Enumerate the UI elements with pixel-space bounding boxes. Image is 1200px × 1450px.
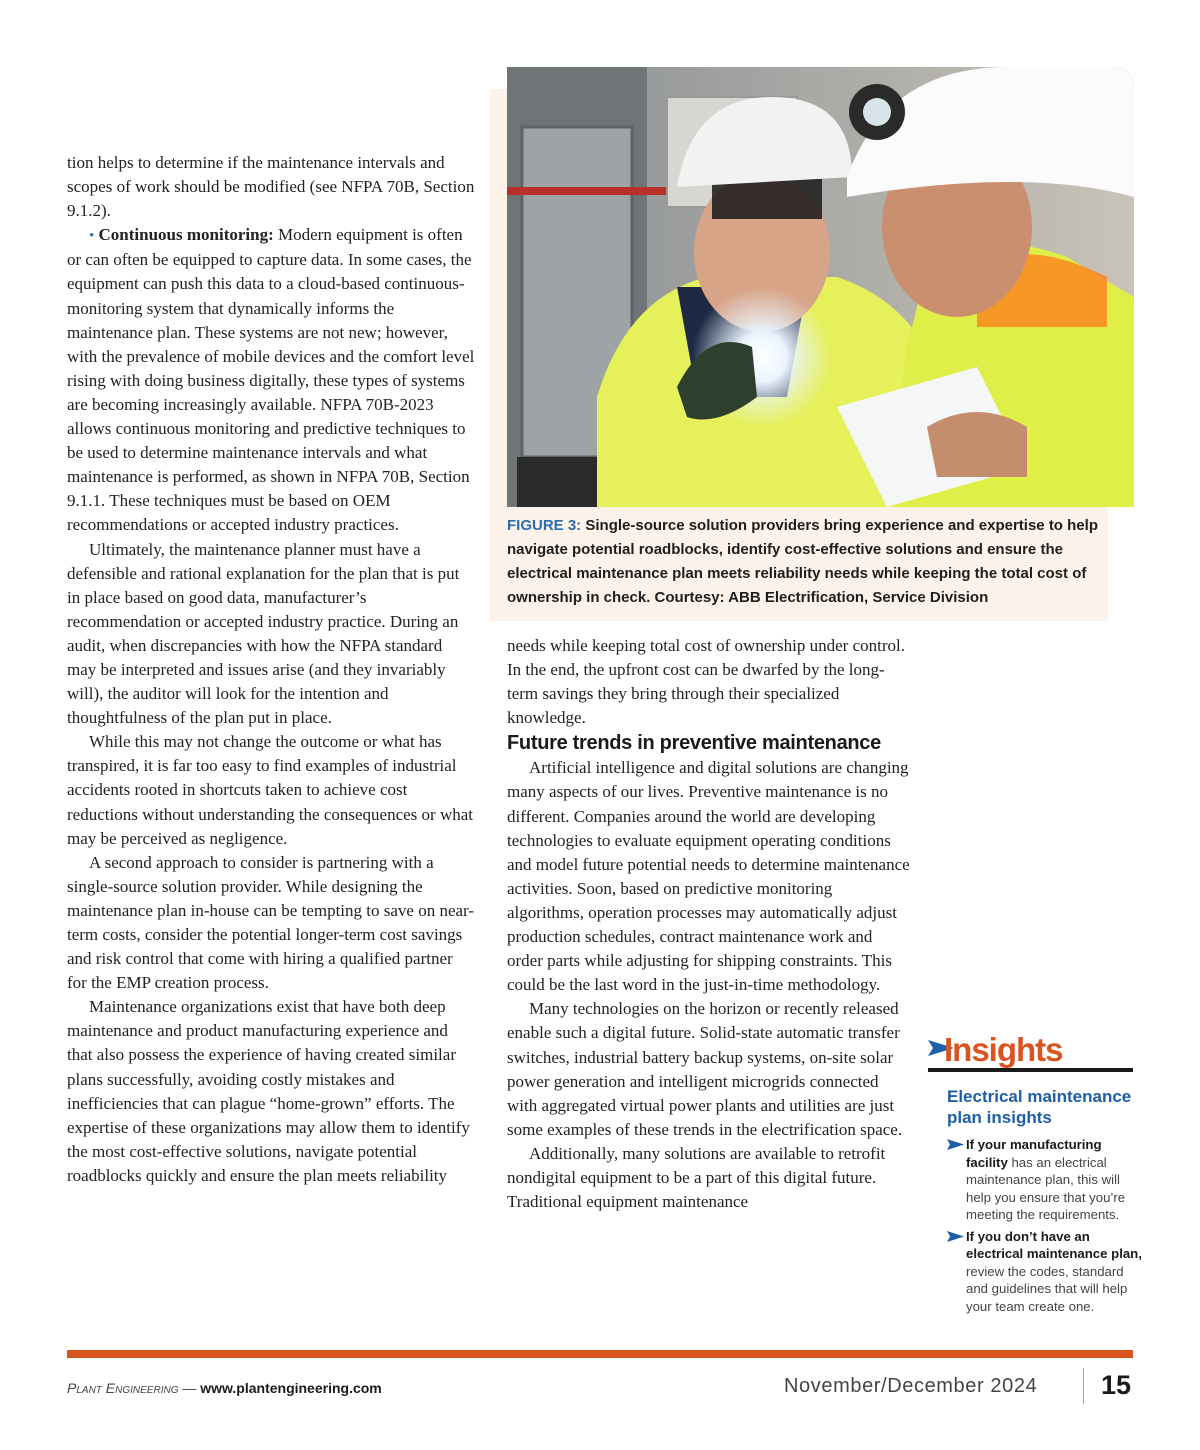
insights-title: Electrical maintenance plan insights (947, 1087, 1132, 1127)
paragraph: needs while keeping total cost of ownership under control. In the end, the upfront cost can be dwarfed by the long-term savings they bring through their specialized knowledge. (507, 636, 905, 728)
page-number: 15 (1101, 1370, 1132, 1400)
footer-publication (67, 1380, 382, 1396)
insights-sidebar (928, 1028, 1143, 1315)
paragraph: tion helps to determine if the maintenance intervals and scopes of work should be modified (see NFPA 70B, Section 9.1.2). (67, 153, 475, 221)
middle-column (507, 634, 912, 1214)
insights-list-item (966, 1136, 1143, 1224)
issue-date: November/December 2024 (784, 1375, 1038, 1397)
paragraph: A second approach to consider is partnering with a single-source solution provider. While designing the maintenance plan in-house can be tempting to save on near-term costs, consider the potential longer-term cost savings and risk control that come with hiring a qualified partner for the EMP creation process. (67, 852, 475, 993)
bullet-label: Continuous monitoring: (98, 225, 274, 245)
insights-item-bold: If you don’t have an electrical maintenance plan, (966, 1228, 1142, 1261)
insights-list-item (966, 1228, 1143, 1316)
insights-brand: Insights (944, 1031, 1063, 1068)
section-heading: Future trends in preventive maintenance (507, 732, 881, 755)
left-column (67, 151, 475, 1188)
insights-header (928, 1028, 1143, 1072)
bullet-text: Modern equipment is often or can often be equipped to capture data. In some cases, the equipment can push this data to a cloud-based continuous-monitoring system that dynamically informs the maintenance plan. These systems are not new; however, with the prevalence of mobile devices and the comfort level rising with doing business digitally, these types of systems are becoming increasingly available. NFPA 70B-2023 allows continuous monitoring and predictive techniques to be used to determine maintenance intervals and what maintenance is performed, as shown in NFPA 70B, Section 9.1.1. These techniques must be based on OEM recommendations or accepted industry practices. (67, 225, 475, 535)
figure-photo (507, 67, 1134, 507)
insights-item-bold: If your manufacturing facility (966, 1137, 1102, 1170)
paragraph: Additionally, many solutions are available to retrofit nondigital equipment to be a part of this digital future. Traditional equipment maintenance (507, 1143, 886, 1212)
arrow-bullet-icon (947, 1231, 964, 1242)
footer-divider (1083, 1368, 1084, 1404)
paragraph: Maintenance organizations exist that have both deep maintenance and product manufacturing experience and that also possess the experience of having created similar plans successfully, avoiding costly mistakes and inefficiencies that can plague “home-grown” efforts. The expertise of these organizations may allow them to identify the most cost-effective solutions, navigate potential roadblocks quickly and ensure the plan meets reliability (67, 997, 470, 1185)
insights-rule (928, 1068, 1133, 1072)
insights-item-text: has an electrical maintenance plan, this will help you ensure that you’re meeting the requirements. (966, 1154, 1126, 1222)
footer-rule (67, 1350, 1133, 1358)
paragraph: Many technologies on the horizon or recently released enable such a digital future. Solid-state automatic transfer switches, industrial battery backup systems, on-site solar power generation and intelligent microgrids connected with aggregated virtual power plants and utilities are just some examples of these trends in the electrification space. (507, 999, 903, 1139)
footer-dash: — (178, 1380, 201, 1396)
workers-photo-illustration (507, 67, 1134, 507)
publication-name: Plant Engineering (67, 1380, 179, 1396)
paragraph: Artificial intelligence and digital solutions are changing many aspects of our lives. Preventive maintenance is no different. Companies around the world are developing technologies to evaluate equipment operating conditions and model future potential needs to determine maintenance activities. Soon, based on predictive monitoring algorithms, operation processes may automatically adjust production schedules, contract maintenance work and order parts while adjusting for shipping constraints. This could be the last word in the just-in-time methodology. (507, 758, 910, 995)
insights-item-text: review the codes, standard and guidelines that will help your team create one. (966, 1263, 1128, 1314)
paragraph: Ultimately, the maintenance planner must have a defensible and rational explanation for the plan that is put in place based on good data, manufacturer’s recommendation or accepted industry practice. During an audit, when discrepancies with how the NFPA standard may be interpreted and issues arise (and they invariably will), the auditor will look for the intention and thoughtfulness of the plan put in place. (67, 539, 460, 728)
figure-caption-text: Single-source solution providers bring experience and expertise to help navigate potential roadblocks, identify cost-effective solutions and ensure the electrical maintenance plan meets reliability needs while keeping the total cost of ownership in check. Courtesy: ABB Electrification, Service Division (507, 517, 1098, 606)
publication-url[interactable]: www.plantengineering.com (200, 1380, 382, 1396)
figure-caption (507, 514, 1117, 610)
bullet-paragraph-continuous-monitoring (67, 223, 475, 537)
arrow-bullet-icon (947, 1139, 964, 1150)
figure-label: FIGURE 3: (507, 517, 582, 534)
bullet-icon: • (89, 228, 95, 245)
paragraph: While this may not change the outcome or what has transpired, it is far too easy to find examples of industrial accidents rooted in shortcuts taken to achieve cost reductions without understanding the consequences or what may be perceived as negligence. (67, 732, 474, 848)
